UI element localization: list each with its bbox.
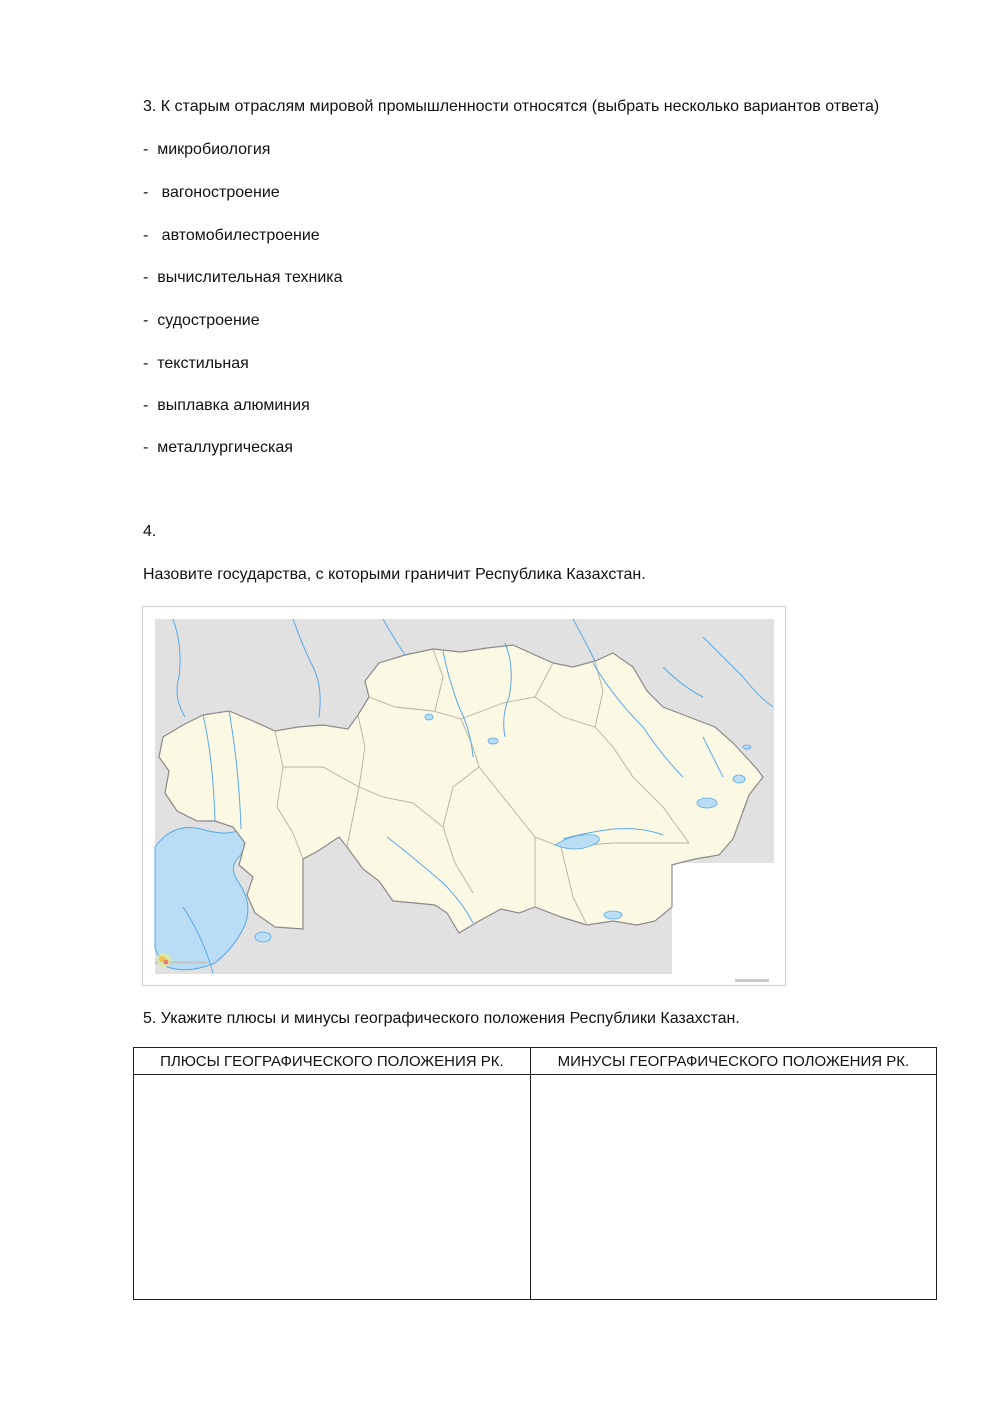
minuses-answer-cell[interactable] bbox=[530, 1075, 936, 1300]
answer-option[interactable]: - микробиология bbox=[143, 141, 271, 158]
answer-option[interactable]: - текстильная bbox=[143, 355, 249, 372]
answer-option[interactable]: - вычислительная техника bbox=[143, 269, 343, 286]
answer-option[interactable]: - выплавка алюминия bbox=[143, 397, 310, 414]
answer-option[interactable]: - вагоностроение bbox=[143, 184, 280, 201]
question-5-text: 5. Укажите плюсы и минусы географического положения Республики Казахстан. bbox=[143, 1010, 740, 1027]
question-4-text: Назовите государства, с которыми граничит Республика Казахстан. bbox=[143, 566, 646, 583]
answer-option[interactable]: - металлургическая bbox=[143, 439, 293, 456]
credit-mark bbox=[735, 979, 769, 982]
answer-option[interactable]: - судостроение bbox=[143, 312, 260, 329]
minuses-header: МИНУСЫ ГЕОГРАФИЧЕСКОГО ПОЛОЖЕНИЯ РК. bbox=[530, 1048, 936, 1075]
question-3-title: 3. К старым отраслям мировой промышленности относятся (выбрать несколько вариантов ответа) bbox=[143, 98, 880, 115]
logo-globe-icon bbox=[155, 951, 173, 969]
map-svg bbox=[143, 607, 787, 987]
answer-option[interactable]: - автомобилестроение bbox=[143, 227, 320, 244]
question-4-number: 4. bbox=[143, 523, 157, 540]
pluses-header: ПЛЮСЫ ГЕОГРАФИЧЕСКОГО ПОЛОЖЕНИЯ РК. bbox=[134, 1048, 531, 1075]
d-maps-logo-icon bbox=[155, 951, 237, 973]
pluses-answer-cell[interactable] bbox=[134, 1075, 531, 1300]
blank-area bbox=[672, 863, 774, 974]
geo-position-table bbox=[133, 1047, 937, 1300]
kazakhstan-map bbox=[142, 606, 786, 986]
